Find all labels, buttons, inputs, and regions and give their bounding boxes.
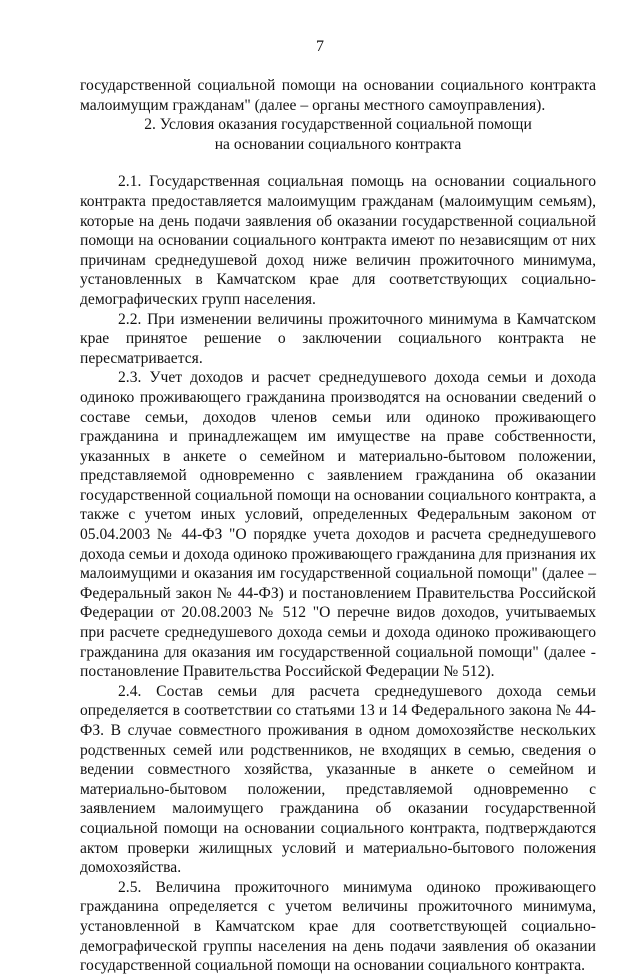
- section-heading-line-1: 2. Условия оказания государственной социальной помощи: [144, 116, 532, 134]
- paragraph-2-1: 2.1. Государственная социальная помощь на основании социального контракта предоставляется малоимущим гражданам (малоимущим семьям), которые на день подачи заявления об оказании государственной социальной помощи на основании социального контракта имеют по независящим от них причинам среднедушевой доход ниже величин прожиточного минимума, установленных в Камчатском крае для соответствующих социально-демографических групп населения.: [80, 173, 596, 308]
- document-body: [80, 76, 596, 976]
- page-number: 7: [316, 38, 324, 55]
- section-heading: [80, 115, 596, 154]
- paragraph-2-4: 2.4. Состав семьи для расчета среднедушевого дохода семьи определяется в соответствии со статьями 13 и 14 Федерального закона № 44-ФЗ. В случае совместного проживания в одном домохозяйстве нескольких родственных семей или родственников, не входящих в семью, сведения о ведении совместного хозяйства, указанные в анкете о семейном и материально-бытовом положении, представляемой одновременно с заявлением малоимущего гражданина об оказании государственной социальной помощи на основании социального контракта, подтверждаются актом проверки жилищных условий и материально-бытового положения домохозяйства.: [80, 682, 596, 877]
- section-heading-line-2: на основании социального контракта: [214, 135, 462, 153]
- paragraph-2-3: 2.3. Учет доходов и расчет среднедушевого дохода семьи и дохода одиноко проживающего гражданина производятся на основании сведений о составе семьи, доходов членов семьи или одиноко проживающего гражданина и принадлежащем им имуществе на праве собственности, указанных в анкете о семейном и материально-бытовом положении, представляемой одновременно с заявлением гражданина об оказании государственной социальной помощи на основании социального контракта, а также с учетом иных условий, определенных Федеральным законом от 05.04.2003 № 44-ФЗ "О порядке учета доходов и расчета среднедушевого дохода семьи и дохода одиноко проживающего гражданина для признания их малоимущими и оказания им государственной социальной помощи" (далее – Федеральный закон № 44-ФЗ) и постановлением Правительства Российской Федерации от 20.08.2003 № 512 "О перечне видов доходов, учитываемых при расчете среднедушевого дохода семьи и дохода одиноко проживающего гражданина для оказания им государственной социальной помощи" (далее - постановление Правительства Российской Федерации № 512).: [80, 369, 596, 681]
- continuation-paragraph: государственной социальной помощи на основании социального контракта малоимущим гражданам" (далее – органы местного самоуправления).: [80, 77, 596, 114]
- paragraph-2-2: 2.2. При изменении величины прожиточного минимума в Камчатском крае принятое решение о заключении социального контракта не пересматривается.: [80, 310, 596, 367]
- paragraph-2-5: 2.5. Величина прожиточного минимума одиноко проживающего гражданина определяется с учетом величины прожиточного минимума, установленной в Камчатском крае для соответствующей социально-демографической группы населения на день подачи заявления об оказании государственной социальной помощи на основании социального контракта.: [80, 878, 596, 975]
